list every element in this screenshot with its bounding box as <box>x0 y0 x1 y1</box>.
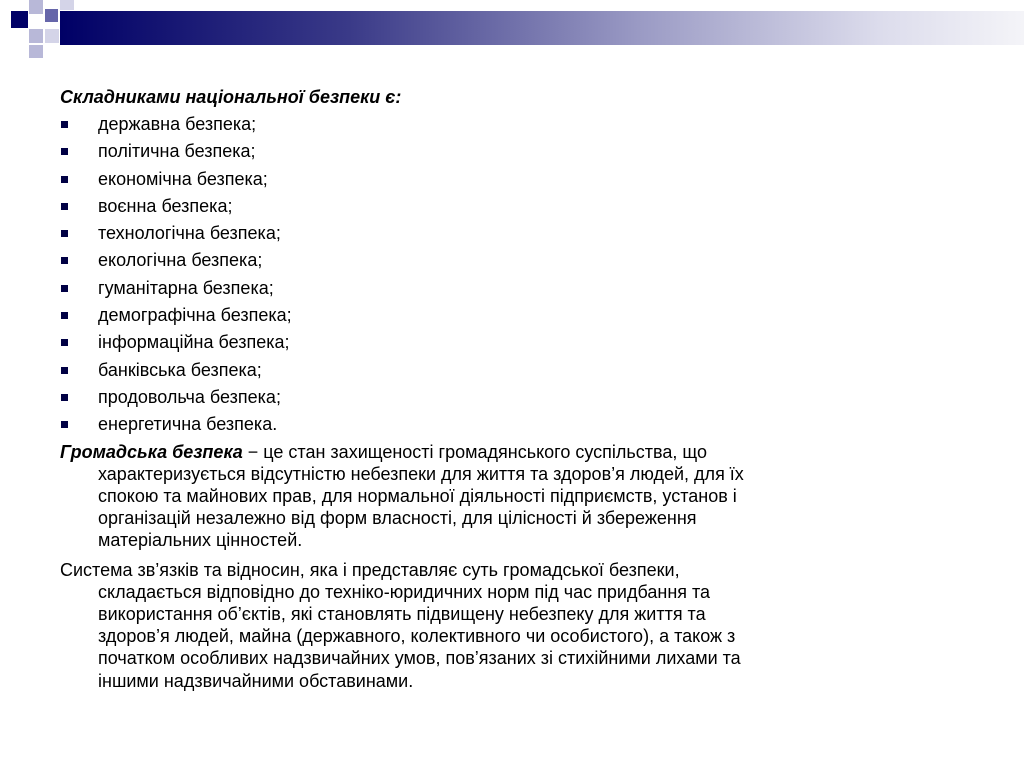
list-item: державна безпека; <box>60 111 980 138</box>
list-item: політична безпека; <box>60 138 980 165</box>
list-item: банківська безпека; <box>60 357 980 384</box>
square-bullet-icon <box>61 312 68 319</box>
square-bullet-icon <box>61 230 68 237</box>
list-item: економічна безпека; <box>60 166 980 193</box>
decor-square-dark <box>11 11 28 28</box>
square-bullet-icon <box>61 176 68 183</box>
square-bullet-icon <box>61 394 68 401</box>
definition-line: матеріальних цінностей. <box>98 530 303 551</box>
decor-square-mid <box>45 9 58 22</box>
square-bullet-icon <box>61 339 68 346</box>
square-bullet-icon <box>61 257 68 264</box>
square-bullet-icon <box>61 121 68 128</box>
definition-line: − це стан захищеності громадянського суспільства, що <box>242 441 708 462</box>
definition-line: організацій незалежно від форм власності, для цілісності й збереження <box>98 508 697 529</box>
decor-square-light <box>29 0 43 14</box>
public-security-definition <box>60 441 980 552</box>
section-heading: Складниками національної безпеки є: <box>60 87 402 107</box>
definition-line: спокою та майнових прав, для нормальної діяльності підприємств, установ і <box>98 485 737 506</box>
list-item: інформаційна безпека; <box>60 329 980 356</box>
square-bullet-icon <box>61 421 68 428</box>
header-gradient-bar <box>60 11 1024 45</box>
square-bullet-icon <box>61 367 68 374</box>
decor-square-light <box>29 45 43 58</box>
definition-line: характеризується відсутністю небезпеки для життя та здоров’я людей, для їх <box>98 463 744 484</box>
paragraph-line: використання об’єктів, які становлять підвищену небезпеку для життя та <box>98 603 706 624</box>
list-item: енергетична безпека. <box>60 411 980 438</box>
paragraph-line: початком особливих надзвичайних умов, пов’язаних зі стихійними лихами та <box>98 648 741 669</box>
definition-term: Громадська безпека <box>60 441 243 462</box>
list-item: продовольча безпека; <box>60 384 980 411</box>
list-item: воєнна безпека; <box>60 193 980 220</box>
paragraph-line: складається відповідно до техніко-юридичних норм під час придбання та <box>98 581 711 602</box>
decor-square-light <box>29 29 43 43</box>
security-components-list <box>60 111 980 439</box>
list-item: екологічна безпека; <box>60 247 980 274</box>
list-item: технологічна безпека; <box>60 220 980 247</box>
square-bullet-icon <box>61 203 68 210</box>
list-item: гуманітарна безпека; <box>60 275 980 302</box>
decor-square-pale <box>45 29 59 43</box>
paragraph-line: іншими надзвичайними обставинами. <box>98 670 414 691</box>
list-item: демографічна безпека; <box>60 302 980 329</box>
slide-content <box>60 84 980 692</box>
slide-header-decoration <box>0 0 1024 70</box>
system-relations-paragraph <box>60 559 980 692</box>
decor-square-pale <box>60 0 74 10</box>
paragraph-line: здоров’я людей, майна (державного, колективного чи особистого), а також з <box>98 626 736 647</box>
paragraph-line: Система зв’язків та відносин, яка і представляє суть громадської безпеки, <box>60 559 680 580</box>
square-bullet-icon <box>61 148 68 155</box>
square-bullet-icon <box>61 285 68 292</box>
